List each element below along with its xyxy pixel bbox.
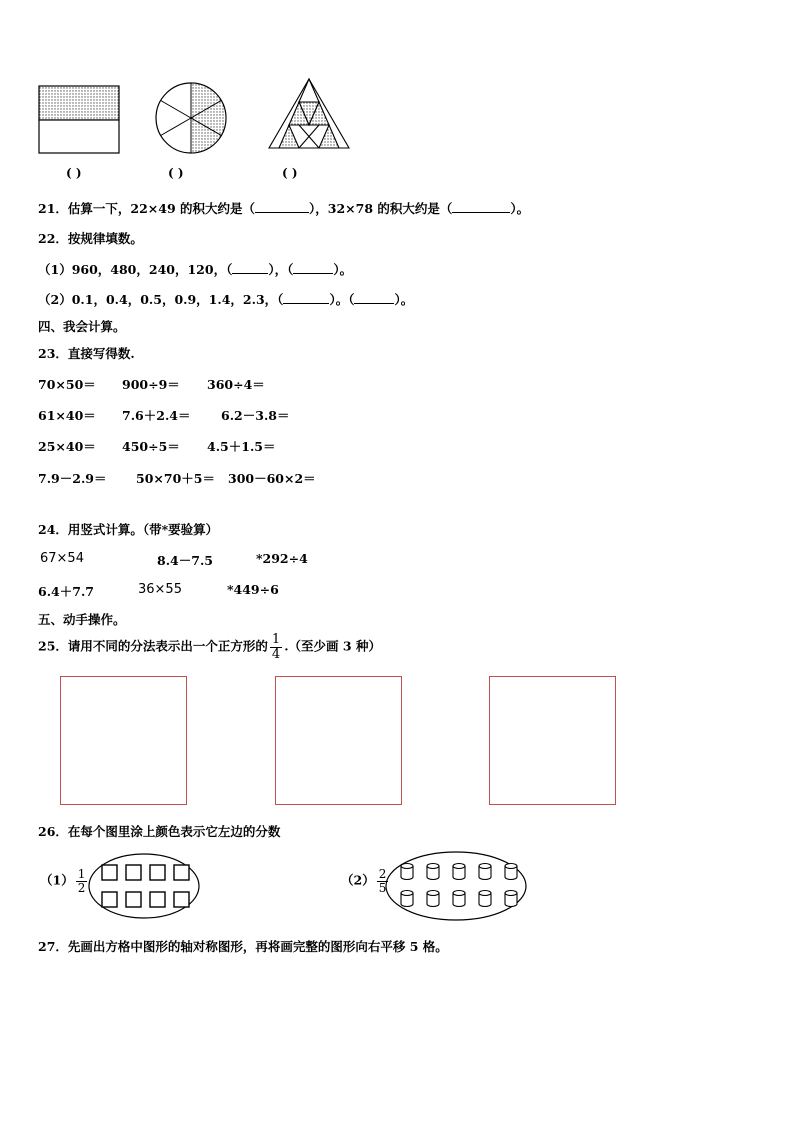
drawing-square-1[interactable] — [60, 676, 187, 805]
cylinder-icon — [401, 864, 413, 880]
q22-blank-3[interactable] — [283, 291, 329, 304]
q23-item: 70×50＝ — [38, 377, 96, 392]
fraction-numerator: 2 — [378, 867, 387, 881]
q22-line2-c: ）。 — [394, 292, 414, 307]
fraction-denominator: 4 — [271, 646, 281, 662]
shaded-circle — [156, 83, 226, 153]
question-25 — [38, 633, 381, 661]
square-icon — [174, 892, 189, 907]
square-icon — [150, 865, 165, 880]
q23-item: 900÷9＝ — [122, 377, 180, 392]
q26-part1 — [40, 868, 89, 894]
q23-item: 6.2－3.8＝ — [221, 408, 290, 423]
q21-blank-1[interactable] — [255, 200, 309, 213]
cylinder-icon — [427, 891, 439, 907]
cylinder-icon — [453, 891, 465, 907]
drawing-square-3[interactable] — [489, 676, 616, 805]
q23-item: 7.6＋2.4＝ — [122, 408, 191, 423]
cylinder-icon — [401, 891, 413, 907]
cylinder-icon — [479, 864, 491, 880]
q22-blank-4[interactable] — [354, 291, 394, 304]
cylinder-icon — [453, 864, 465, 880]
q24-item: 6.4＋7.7 — [38, 584, 94, 599]
fraction-denominator: 2 — [77, 880, 86, 895]
q25-text-b: .（至少画 3 种） — [284, 638, 381, 654]
question-26-title: 26．在每个图里涂上颜色表示它左边的分数 — [38, 824, 281, 839]
fraction-denominator: 5 — [378, 880, 387, 895]
question-24-title: 24．用竖式计算。（带*要验算） — [38, 522, 219, 537]
shaded-triangle — [269, 79, 349, 148]
square-icon — [102, 865, 117, 880]
q25-text-a: 25．请用不同的分法表示出一个正方形的 — [38, 638, 268, 654]
q22-line2-a: （2）0.1，0.4，0.5，0.9，1.4，2.3，（ — [38, 292, 284, 307]
section-5-title: 五、动手操作。 — [38, 612, 126, 627]
square-icon — [102, 892, 117, 907]
q23-item: 25×40＝ — [38, 439, 96, 454]
q23-item: 4.5＋1.5＝ — [207, 439, 276, 454]
square-icon — [126, 865, 141, 880]
q24-item: 36×55 — [138, 582, 182, 597]
question-27-title: 27．先画出方格中图形的轴对称图形，再将画完整的图形向右平移 5 格。 — [38, 939, 448, 954]
answer-paren-1[interactable]: ( ) — [66, 166, 82, 180]
q22-line1-c: ）。 — [333, 262, 353, 277]
fraction-numerator: 1 — [77, 867, 86, 881]
section-4-title: 四、我会计算。 — [38, 319, 126, 334]
shaded-rectangle — [39, 86, 119, 153]
q23-item: 450÷5＝ — [122, 439, 180, 454]
cylinder-icon — [479, 891, 491, 907]
square-icon — [150, 892, 165, 907]
q26-part1-label: （1） — [40, 872, 74, 888]
cylinder-icon — [505, 864, 517, 880]
q21-blank-2[interactable] — [452, 200, 510, 213]
q23-item: 61×40＝ — [38, 408, 96, 423]
q22-line2-b: ）。（ — [329, 292, 355, 307]
square-icon — [126, 892, 141, 907]
q24-item: 8.4－7.5 — [157, 553, 213, 568]
q22-blank-1[interactable] — [232, 261, 268, 274]
q23-item: 7.9－2.9＝ — [38, 471, 107, 486]
q21-text-c: ）。 — [510, 201, 530, 216]
question-22-line-2 — [38, 290, 413, 308]
q24-item: *292÷4 — [256, 551, 308, 566]
q22-line1-b: ），（ — [268, 262, 294, 277]
question-23-title: 23．直接写得数. — [38, 346, 135, 361]
cylinders-ellipse[interactable] — [383, 850, 531, 924]
answer-paren-3[interactable]: ( ) — [282, 166, 298, 180]
drawing-square-2[interactable] — [275, 676, 402, 805]
question-21 — [38, 199, 529, 217]
question-22-line-1 — [38, 260, 352, 278]
q21-text-a: 21．估算一下，22×49 的积大约是（ — [38, 201, 256, 216]
answer-paren-2[interactable]: ( ) — [168, 166, 184, 180]
square-icon — [174, 865, 189, 880]
cylinder-icon — [505, 891, 517, 907]
q24-item: *449÷6 — [227, 582, 279, 597]
question-22-title: 22．按规律填数。 — [38, 231, 143, 246]
q26-part2-label: （2） — [341, 872, 375, 888]
fraction-one-quarter — [270, 633, 282, 661]
fraction-numerator: 1 — [271, 632, 281, 647]
squares-ellipse[interactable] — [86, 852, 206, 922]
q24-item: 67×54 — [40, 551, 84, 566]
q22-blank-2[interactable] — [293, 261, 333, 274]
q22-line1-a: （1）960，480，240，120，（ — [38, 262, 233, 277]
q23-item: 360÷4＝ — [207, 377, 265, 392]
q23-item: 300－60×2＝ — [228, 471, 316, 486]
cylinder-icon — [427, 864, 439, 880]
q21-text-b: ），32×78 的积大约是（ — [309, 201, 453, 216]
fraction-shapes — [0, 0, 794, 165]
q23-item: 50×70＋5＝ — [136, 471, 215, 486]
